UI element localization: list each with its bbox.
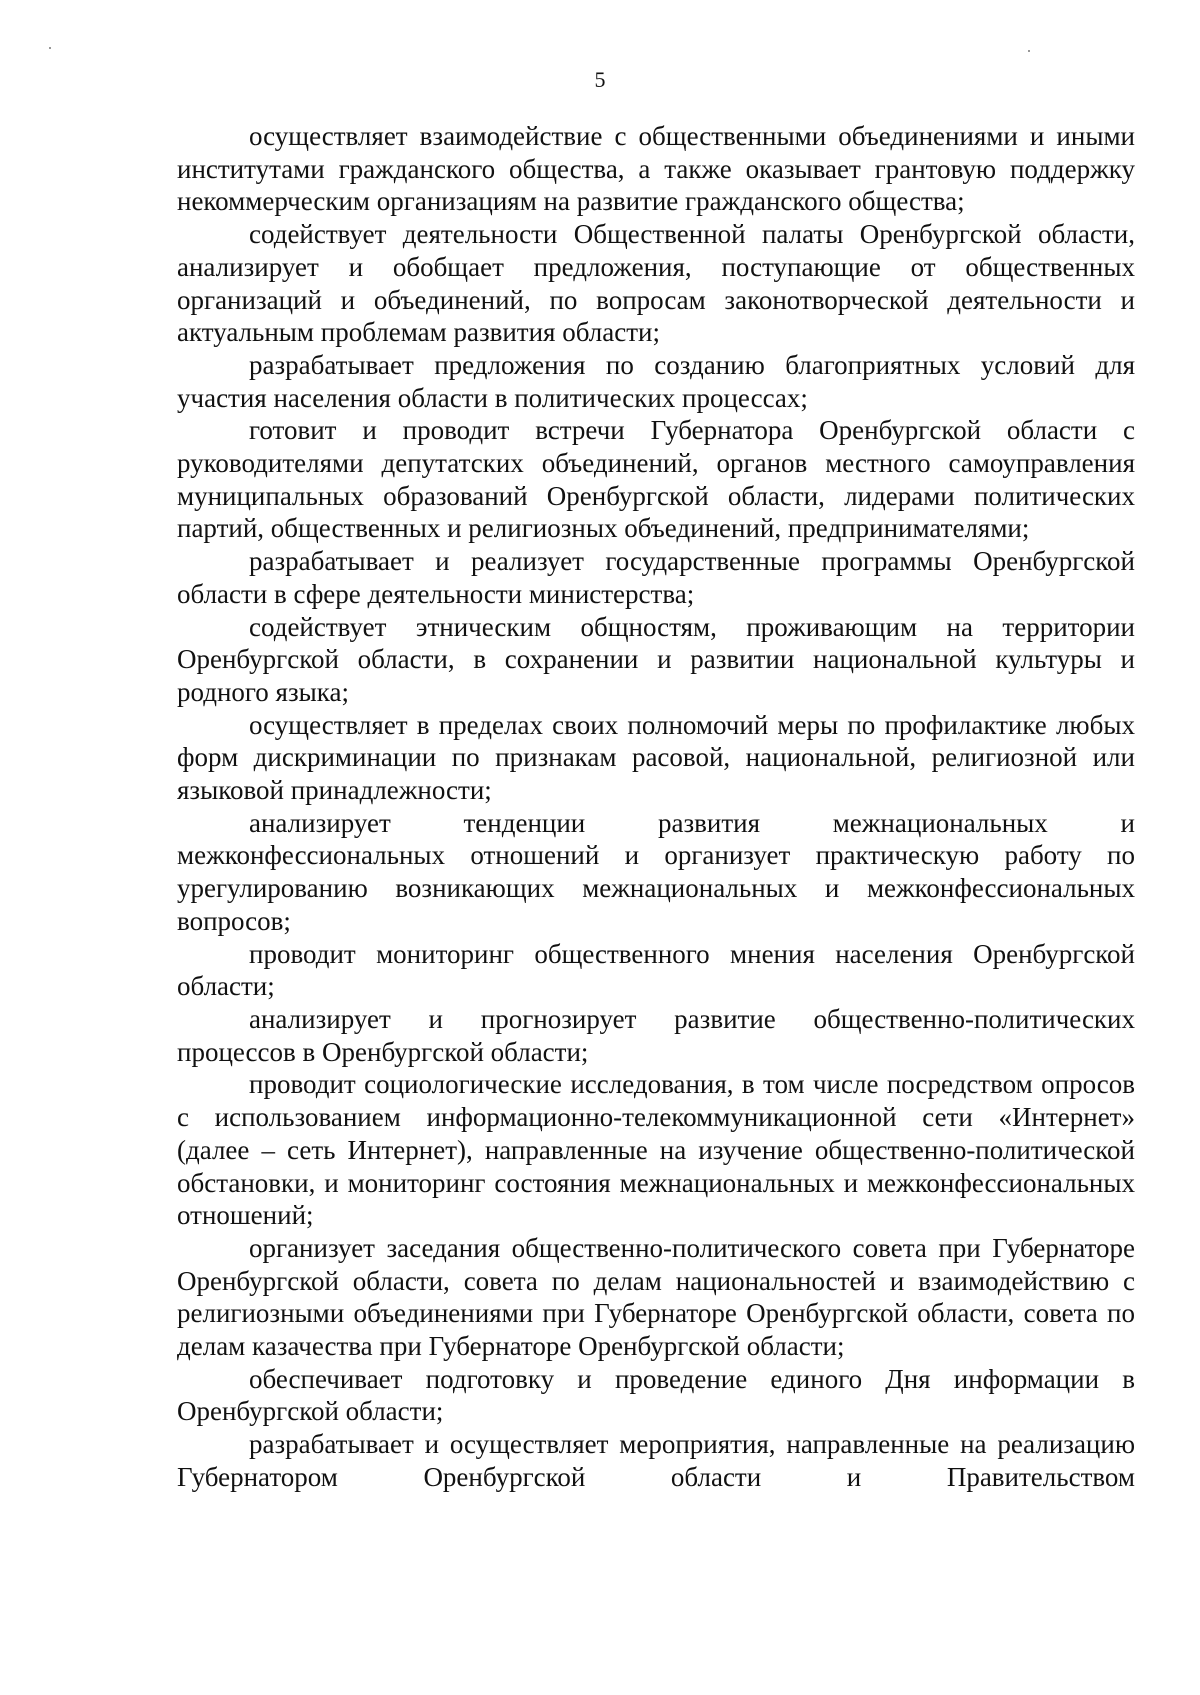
paragraph: разрабатывает и реализует государственные программы Оренбургской области в сфере деятельности министерства; — [177, 546, 1135, 609]
page-number: 5 — [594, 67, 606, 92]
paragraph: содействует этническим общностям, проживающим на территории Оренбургской области, в сохранении и развитии национальной культуры и родного языка; — [177, 611, 1135, 707]
paragraph: проводит мониторинг общественного мнения населения Оренбургской области; — [177, 938, 1135, 1002]
paragraph: анализирует тенденции развития межнациональных и межконфессиональных отношений и организует практическую работу по урегулированию возникающих межнациональных и межконфессиональных вопросов; — [177, 807, 1135, 936]
paragraph: организует заседания общественно-политического совета при Губернаторе Оренбургской области, совета по делам национальностей и взаимодействию с религиозными объединениями при Губернаторе Оренбургской области, совета по делам казачества при Губернаторе Оренбургской области; — [177, 1232, 1135, 1362]
paragraph: осуществляет в пределах своих полномочий меры по профилактике любых форм дискриминации по признакам расовой, национальной, религиозной или языковой принадлежности; — [177, 709, 1135, 806]
document-body — [177, 120, 1135, 1494]
paragraph: обеспечивает подготовку и проведение единого Дня информации в Оренбургской области; — [177, 1363, 1135, 1427]
paragraph: осуществляет взаимодействие с общественными объединениями и иными институтами гражданского общества, а также оказывает грантовую поддержку некоммерческим организациям на развитие гражданского общества; — [177, 121, 1135, 217]
paragraph: разрабатывает предложения по созданию благоприятных условий для участия населения области в политических процессах; — [177, 349, 1135, 413]
scan-speck — [49, 47, 51, 49]
paragraph-continued: разрабатывает и осуществляет мероприятия, направленные на реализацию Губернатором Оренбургской области и Правительством — [177, 1429, 1135, 1492]
paragraph: анализирует и прогнозирует развитие общественно-политических процессов в Оренбургской области; — [177, 1003, 1135, 1067]
paragraph: готовит и проводит встречи Губернатора Оренбургской области с руководителями депутатских объединений, органов местного самоуправления муниципальных образований Оренбургской области, лидерами политических партий, общественных и религиозных объединений, предпринимателями; — [177, 415, 1135, 544]
paragraph: содействует деятельности Общественной палаты Оренбургской области, анализирует и обобщает предложения, поступающие от общественных организаций и объединений, по вопросам законотворческой деятельности и актуальным проблемам развития области; — [177, 219, 1135, 348]
scan-speck — [1028, 50, 1030, 52]
paragraph: проводит социологические исследования, в том числе посредством опросов с использованием информационно-телекоммуникационной сети «Интернет» (далее – сеть Интернет), направленные на изучение общественно-политической обстановки, и мониторинг состояния межнациональных и межконфессиональных отношений; — [177, 1069, 1135, 1231]
